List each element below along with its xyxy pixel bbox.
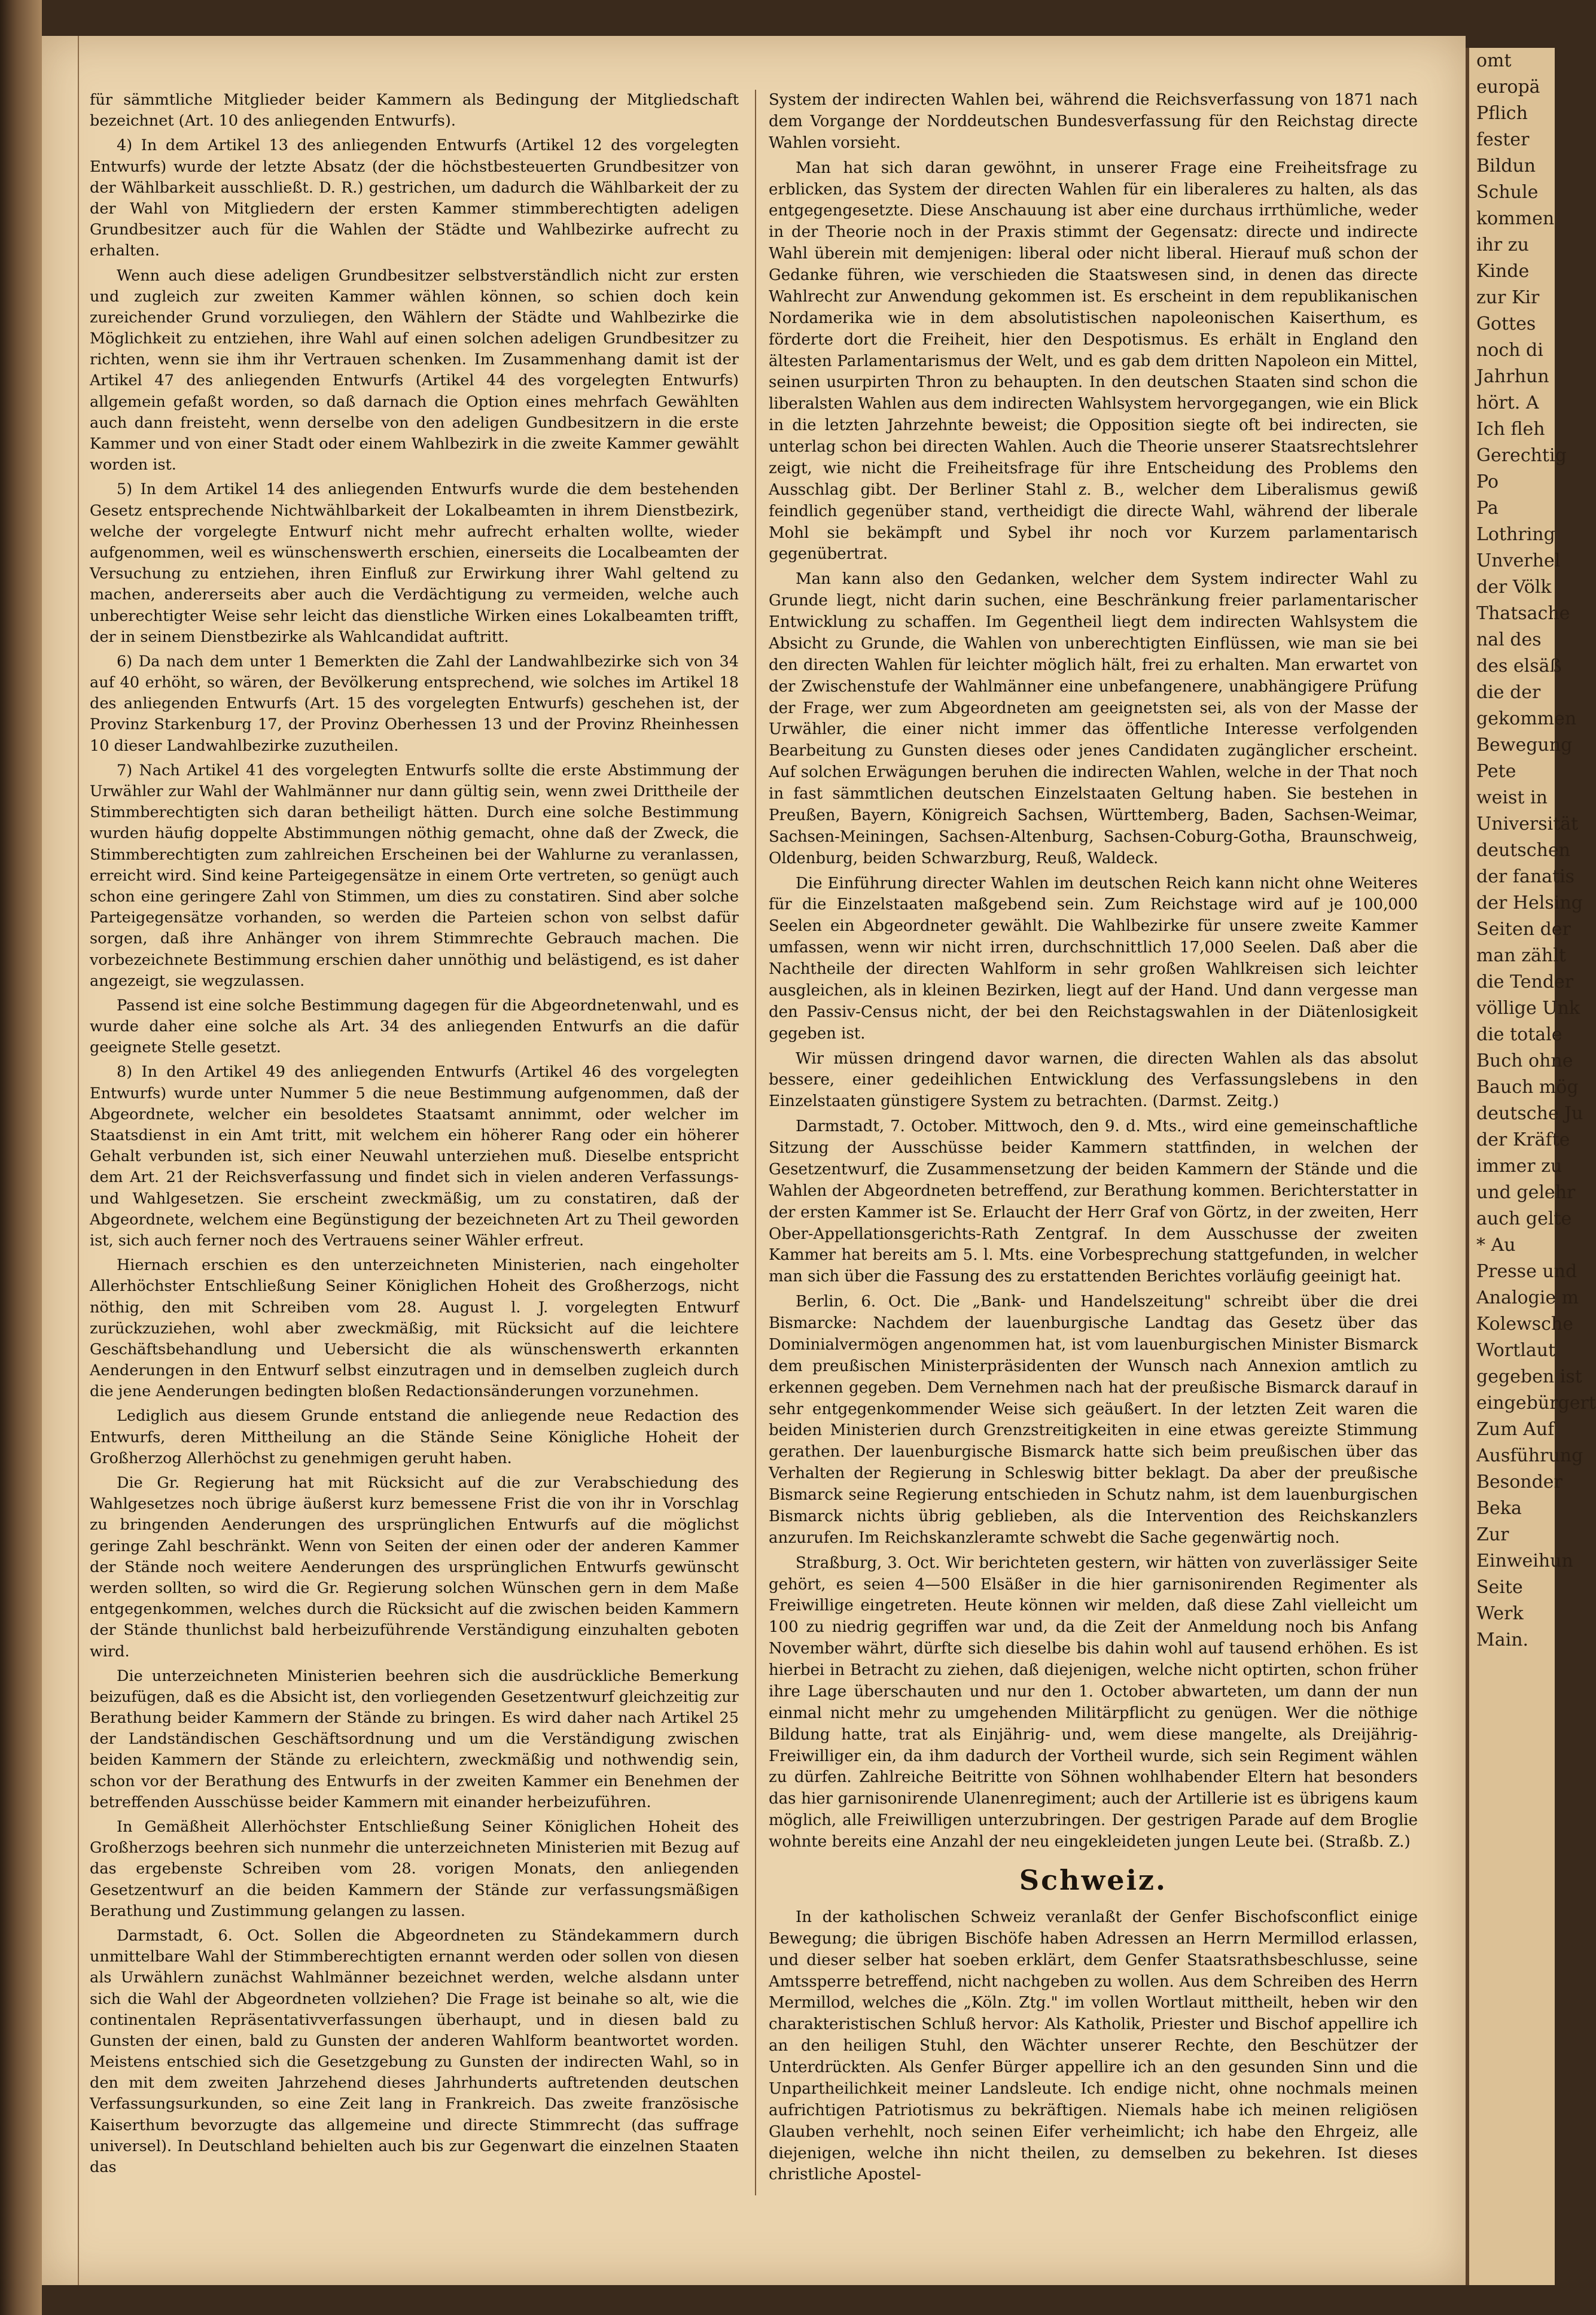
edge-text-fragment: Universität bbox=[1476, 814, 1579, 834]
edge-text-fragment: Beka bbox=[1476, 1498, 1522, 1519]
edge-text-fragment: * Au bbox=[1476, 1235, 1516, 1256]
edge-text-fragment: Schule bbox=[1476, 182, 1539, 203]
edge-text-fragment: Besonder bbox=[1476, 1472, 1563, 1492]
right-column-schweiz-articles bbox=[769, 1907, 1418, 2186]
edge-text-fragment: fester bbox=[1476, 129, 1530, 150]
paragraph: Straßburg, 3. Oct. Wir berichteten gestern, wir hätten von zuverlässiger Seite gehört, es seien 4—500 Elsäßer in die hier garnisonirenden Regimenter als Freiwillige eingetreten. Heute können wir melden, daß diese Zahl vielleicht um 100 zu niedrig gegriffen war und, da die Zeit der Anmeldung noch bis Anfang November währt, dürfte sich dieselbe bis dahin wohl auf tausend erhöhen. Es ist hierbei in Betracht zu ziehen, daß diejenigen, welche nicht optirten, schon früher ihre Lage überschauten und nur den 1. October abwarteten, um dann der nun einmal nicht mehr zu umgehenden Militärpflicht zu genügen. Wer die nöthige Bildung hatte, trat als Einjährig- und, wem diese mangelte, als Dreijährig-Freiwilliger ein, da ihm dadurch der Vortheil wurde, sich sein Regiment wählen zu dürfen. Zahlreiche Beitritte von Söhnen wohlhabender Eltern hat besonders das hier garnisonirende Ulanenregiment; auch der Artillerie ist es übrigens kaum möglich, alle Freiwilligen unterzubringen. Der gestrigen Parade auf dem Broglie wohnte bereits eine Anzahl der neu eingekleideten jungen Leute bei. (Straßb. Z.) bbox=[769, 1554, 1418, 1851]
paragraph: System der indirecten Wahlen bei, während die Reichsverfassung von 1871 nach dem Vorgange der Norddeutschen Bundesverfassung für den Reichstag directe Wahlen vorsieht. bbox=[769, 91, 1418, 152]
left-column bbox=[90, 90, 739, 2182]
next-page-edge bbox=[1466, 48, 1596, 2285]
edge-text-fragment: immer zu bbox=[1476, 1156, 1563, 1177]
edge-text-fragment: nal des bbox=[1476, 629, 1542, 650]
paragraph: Man hat sich daran gewöhnt, in unserer Frage eine Freiheitsfrage zu erblicken, das System der directen Wahlen für ein liberaleres zu halten, als das entgegengesetzte. Diese Anschauung ist aber eine durchaus irrthümliche, weder in der Theorie noch in der Praxis stimmt der Gegensatz: directe und indirecte Wahl überein mit demjenigen: liberal oder nicht liberal. Hierauf muß schon der Gedanke führen, wie verschieden die Staatswesen sind, in denen das directe Wahlrecht zur Anwendung gekommen ist. Es erscheint in dem republikanischen Nordamerika wie in dem absolutistischen napoleonischen Kaiserthum, es förderte dort die Freiheit, hier den Despotismus. Es erhält in England den ältesten Parlamentarismus der Welt, und es gab dem dritten Napoleon ein Mittel, seinen usurpirten Thron zu behaupten. In den deutschen Staaten sind schon die liberalsten Wahlen aus dem indirecten Wahlsystem hervorgegangen, wie ein Blick in die letzten Jahrzehnte beweist; die Opposition siegte oft bei indirecten, sie unterlag schon bei directen Wahlen. Auch die Theorie unserer Staatsrechtslehrer zeigt, wie nicht die Freiheitsfrage für ihre Entscheidung des Problems den Ausschlag gibt. Der Berliner Stahl z. B., welcher dem Liberalismus gewiß feindlich gegenüber stand, vertheidigt die directe Wahl, während der liberale Mohl sie bekämpft und Sybel ihr noch vor Kurzem parlamentarisch gegenübertrat. bbox=[769, 159, 1418, 563]
right-column bbox=[769, 90, 1418, 2189]
edge-text-fragment: Pflich bbox=[1476, 103, 1528, 124]
edge-text-fragment: Ich fleh bbox=[1476, 419, 1545, 440]
edge-text-fragment: Lothring bbox=[1476, 524, 1555, 545]
edge-text-fragment: die Tender bbox=[1476, 971, 1574, 992]
edge-text-fragment: zur Kir bbox=[1476, 287, 1540, 308]
edge-text-fragment: europä bbox=[1476, 77, 1540, 98]
edge-text-fragment: der Helsing bbox=[1476, 893, 1583, 913]
previous-page-edge bbox=[42, 36, 79, 2285]
paragraph: Wenn auch diese adeligen Grundbesitzer selbstverständlich nicht zur ersten und zugleich zur zweiten Kammer wählen können, so schien doch kein zureichender Grund vorzuliegen, den Wählern der Städte und Wahlbezirke die Möglichkeit zu entziehen, ihre Wahl auf einen solchen adeligen Grundbesitzer zu richten, wenn sie ihm ihr Vertrauen schenken. Im Zusammenhang damit ist der Artikel 47 des anliegenden Entwurfs (Artikel 44 des vorgelegten Entwurfs) allgemein gefaßt worden, so daß darnach die Option eines mehrfach Gewählten auch dann freisteht, wenn derselbe von den adeligen Gundbesitzern in die erste Kammer und von einer Stadt oder einem Wahlbezirk in die zweite Kammer gewählt worden ist. bbox=[90, 266, 739, 474]
edge-text-fragment: Wortlaut bbox=[1476, 1340, 1556, 1361]
edge-text-fragment: noch di bbox=[1476, 340, 1543, 361]
paragraph: Passend ist eine solche Bestimmung dagegen für die Abgeordnetenwahl, und es wurde daher eine solche als Art. 34 des anliegenden Entwurfs an die dafür geeignete Stelle gesetzt. bbox=[90, 996, 739, 1057]
section-heading-schweiz: Schweiz. bbox=[1019, 1863, 1168, 1896]
edge-text-fragment: Bewegung bbox=[1476, 735, 1573, 756]
paragraph: Man kann also den Gedanken, welcher dem System indirecter Wahl zu Grunde liegt, nicht darin suchen, eine Beschränkung freier parlamentarischer Entwicklung zu schaffen. Im Gegentheil liegt dem indirecten Wahlsystem die Absicht zu Grunde, die Wahlen von unberechtigten Einflüssen, wie man sie bei den directen Wahlen für leichter möglich hält, frei zu erhalten. Man erwartet von der Zwischenstufe der Wahlmänner eine unbefangenere, unabhängigere Prüfung der Frage, wer zum Abgeordneten am geeignetsten sei, als von der Masse der Urwähler, die einer nicht immer das öffentliche Interesse verfolgenden Bearbeitung zu Gunsten dieses oder jenes Candidaten zugänglicher erscheint. Auf solchen Erwägungen beruhen die indirecten Wahlen, welche in der That noch in fast sämmtlichen deutschen Einzelstaaten Geltung haben. Sie bestehen in Preußen, Bayern, Königreich Sachsen, Württemberg, Baden, Sachsen-Weimar, Sachsen-Meiningen, Sachsen-Altenburg, Sachsen-Coburg-Gotha, Braunschweig, Oldenburg, beiden Schwarzburg, Reuß, Waldeck. bbox=[769, 570, 1418, 867]
edge-text-fragment: weist in bbox=[1476, 787, 1548, 808]
edge-text-fragment: Gottes bbox=[1476, 313, 1536, 334]
edge-text-fragment: der Kräfte bbox=[1476, 1129, 1570, 1150]
edge-text-fragment: Werk bbox=[1476, 1603, 1524, 1624]
edge-text-fragment: gekommen bbox=[1476, 708, 1577, 729]
edge-text-fragment: man zählt bbox=[1476, 945, 1566, 966]
paragraph: Die unterzeichneten Ministerien beehren sich die ausdrückliche Bemerkung beizufügen, daß es die Absicht ist, den vorliegenden Gesetzentwurf gleichzeitig zur Berathung beider Kammern der Stände zu bringen. Es wird daher nach Artikel 25 der Landständischen Geschäftsordnung und um die Verständigung zwischen beiden Kammern der Stände zu erleichtern, zweckmäßig und nothwendig sein, schon vor der Berathung des Entwurfs in der zweiten Kammer ein Benehmen der betreffenden Ausschüsse beider Kammern mit einander herbeizuführen. bbox=[90, 1667, 739, 1811]
paragraph: Die Einführung directer Wahlen im deutschen Reich kann nicht ohne Weiteres für die Einzelstaaten maßgebend sein. Zum Reichstage wird auf je 100,000 Seelen ein Abgeordneter gewählt. Die Wahlbezirke für unsere zweite Kammer umfassen, wenn wir nicht irren, durchschnittlich 17,000 Seelen. Daß aber die Nachtheile der directen Wahlform in sehr großen Wahlkreisen sich leichter ausgleichen, als in kleinen Bezirken, liegt auf der Hand. Und dann vergesse man den Passiv-Census nicht, der bei den Reichstagswahlen in der Diätenlosigkeit gegeben ist. bbox=[769, 874, 1418, 1043]
edge-text-fragment: Ausführung bbox=[1476, 1445, 1583, 1466]
paragraph: In Gemäßheit Allerhöchster Entschließung Seiner Königlichen Hoheit des Großherzogs beehren sich nunmehr die unterzeichneten Ministerien mit Bezug auf das ergebenste Schreiben vom 28. vorigen Monats, den anliegenden Gesetzentwurf an die beiden Kammern der Stände zur verfassungsmäßigen Berathung und Zustimmung gelangen zu lassen. bbox=[90, 1818, 739, 1920]
edge-text-fragment: Buch ohne bbox=[1476, 1050, 1573, 1071]
paragraph: 4) In dem Artikel 13 des anliegenden Entwurfs (Artikel 12 des vorgelegten Entwurfs) wurde der letzte Absatz (der die höchstbesteuerten Grundbesitzer von der Wählbarkeit ausschließt. D. R.) gestrichen, um dadurch die Wählbarkeit der zu der Wahl von Mitgliedern der ersten Kammer stimmberechtigten adeligen Grundbesitzer auch für die Wahlen der Städte und Wahlbezirke aufrecht zu erhalten. bbox=[90, 136, 739, 260]
edge-text-fragment: gegeben ist bbox=[1476, 1366, 1582, 1387]
edge-text-fragment: Einweihun bbox=[1476, 1551, 1573, 1571]
edge-text-fragment: Pete bbox=[1476, 761, 1516, 782]
edge-text-fragment: eingebürgert bbox=[1476, 1393, 1596, 1414]
edge-text-fragment: Jahrhun bbox=[1476, 366, 1549, 387]
edge-text-fragment: Unverhel bbox=[1476, 550, 1561, 571]
paragraph: 5) In dem Artikel 14 des anliegenden Entwurfs wurde die dem bestehenden Gesetz entsprechende Nichtwählbarkeit der Lokalbeamten in ihrem Dienstbezirk, welche der vorgelegte Entwurf nicht mehr aufrecht erhalten wollte, wieder aufgenommen, weil es wünschenswerth erschien, einerseits die Localbeamten der Versuchung zu entziehen, ihren Einfluß zur Erwirkung ihrer Wahl geltend zu machen, andererseits aber auch die Verdächtigung zu vermeiden, welche auch unberechtigter Weise sehr leicht das dienstliche Wirken eines Lokalbeamten trifft, der in seinem Dienstbezirke als Wahlcandidat auftritt. bbox=[90, 480, 739, 646]
paragraph: 8) In den Artikel 49 des anliegenden Entwurfs (Artikel 46 des vorgelegten Entwurfs) wurde unter Nummer 5 die neue Bestimmung aufgenommen, daß der Abgeordnete, welcher ein besoldetes Staatsamt annimmt, oder welcher im Staatsdienst in ein Amt tritt, mit welchem ein höherer Rang oder ein höherer Gehalt verbunden ist, sich einer Neuwahl unterziehen muß. Dieselbe entspricht dem Art. 21 der Reichsverfassung und findet sich in vielen anderen Verfassungs- und Wahlgesetzen. Sie erscheint zweckmäßig, um zu constatiren, daß der Abgeordnete, welchem eine Begünstigung der bezeichneten Art zu Theil geworden ist, sich auch ferner noch des Vertrauens seiner Wähler erfreut. bbox=[90, 1063, 739, 1250]
edge-text-fragment: Kolewsche bbox=[1476, 1314, 1573, 1335]
paragraph: In der katholischen Schweiz veranlaßt der Genfer Bischofsconflict einige Bewegung; die übrigen Bischöfe haben Adressen an Herrn Mermillod erlassen, und dieser selber hat soeben erklärt, dem Genfer Staatsrathsbeschlusse, seine Amtssperre betreffend, nicht nachgeben zu wollen. Aus dem Schreiben des Herrn Mermillod, welches die „Köln. Ztg." im vollen Wortlaut mittheilt, heben wir den charakteristischen Schluß hervor: Als Katholik, Priester und Bischof appellire ich an den heiligen Stuhl, den Wächter unserer Rechte, den Beschützer der Unterdrückten. Als Genfer Bürger appellire ich an den gesunden Sinn und die Unpartheilichkeit meiner Landsleute. Ich endige nicht, ohne nochmals meinen aufrichtigen Patriotismus zu bekräftigen. Niemals habe ich meinen religiösen Glauben verhehlt, noch seinen Eifer verheimlicht; ich habe den Ehrgeiz, alle diejenigen, welche ihn nicht theilen, zu demselben zu bekehren. Ist dieses christliche Apostel- bbox=[769, 1908, 1418, 2184]
edge-text-fragment: Analogie m bbox=[1476, 1287, 1579, 1308]
edge-text-fragment: kommen bbox=[1476, 208, 1555, 229]
paragraph: Darmstadt, 6. Oct. Sollen die Abgeordneten zu Ständekammern durch unmittelbare Wahl der Stimmberechtigten ernannt werden oder sollen von diesen als Urwählern zunächst Wahlmänner bezeichnet werden, welche alsdann unter sich die Wahl der Abgeordneten vollziehen? Die Frage ist beinahe so alt, wie die continentalen Repräsentativverfassungen überhaupt, und in diesen bald zu Gunsten der einen, bald zu Gunsten der anderen Wahlform beantwortet worden. Meistens entschied sich die Gesetzgebung zu Gunsten der indirecten Wahl, so in den mit dem zweiten Jahrzehend dieses Jahrhunderts auftretenden deutschen Verfassungsurkunden, so eine Zeit lang in Frankreich. Das zweite französische Kaiserthum bevorzugte das allgemeine und directe Stimmrecht (das suffrage universel). In Deutschland behielten auch bis zur Gegenwart die einzelnen Staaten das bbox=[90, 1926, 739, 2176]
edge-text-fragment: Kinde bbox=[1476, 261, 1530, 282]
edge-text-fragment: der Völk bbox=[1476, 577, 1552, 598]
paragraph: Wir müssen dringend davor warnen, die directen Wahlen als das absolut bessere, einer gedeihlichen Entwicklung des Verfassungslebens in den Einzelstaaten günstigere System zu betrachten. (Darmst. Zeitg.) bbox=[769, 1049, 1418, 1111]
paragraph: für sämmtliche Mitglieder beider Kammern als Bedingung der Mitgliedschaft bezeichnet (Art. 10 des anliegenden Entwurfs). bbox=[90, 91, 739, 130]
edge-text-fragment: des elsäß bbox=[1476, 656, 1562, 677]
paragraph: Hiernach erschien es den unterzeichneten Ministerien, nach eingeholter Allerhöchster Entschließung Seiner Königlichen Hoheit des Großherzogs, nicht nöthig, den mit Schreiben vom 28. August l. J. vorgelegten Entwurf zurückzuziehen, wohl aber zweckmäßig, mit Rücksicht auf die leichtere Geschäftsbehandlung und Uebersicht die als wünschenswerth erkannten Aenderungen in den Entwurf selbst einzutragen und in demselben zugleich durch die jene Aenderungen bedingten bloßen Redactionsänderungen vorzunehmen. bbox=[90, 1256, 739, 1401]
edge-text-fragment: Thatsache bbox=[1476, 603, 1570, 624]
edge-text-fragment: der fanatis bbox=[1476, 866, 1575, 887]
column-divider bbox=[755, 90, 756, 2195]
edge-text-fragment: Bildun bbox=[1476, 156, 1536, 176]
paragraph: Darmstadt, 7. October. Mittwoch, den 9. d. Mts., wird eine gemeinschaftliche Sitzung der Ausschüsse beider Kammern stattfinden, in welchen der Gesetzentwurf, die Zusammensetzung der beiden Kammern der Stände und die Wahlen der Abgeordneten betreffend, zur Berathung kommen. Berichterstatter in der ersten Kammer ist Se. Erlaucht der Herr Graf von Görtz, in der zweiten, Herr Ober-Appellationsgerichts-Rath Zentgraf. In dem Ausschusse der zweiten Kammer hat bereits am 5. l. Mts. eine Vorbesprechung stattgefunden, in welcher man sich über die Fassung des zu erstattenden Berichtes vorläufig geeinigt hat. bbox=[769, 1117, 1418, 1286]
edge-text-fragment: Seite bbox=[1476, 1577, 1523, 1598]
edge-text-fragment: die totale bbox=[1476, 1024, 1563, 1045]
edge-text-fragment: völlige Unk bbox=[1476, 998, 1580, 1019]
edge-text-fragment: auch gelte bbox=[1476, 1208, 1572, 1229]
edge-text-fragment: Bauch mög bbox=[1476, 1077, 1579, 1098]
edge-text-fragment: Zur bbox=[1476, 1524, 1509, 1545]
paragraph: 6) Da nach dem unter 1 Bemerkten die Zahl der Landwahlbezirke sich von 34 auf 40 erhöht, so wären, der Bevölkerung entsprechend, wie solches im Artikel 18 des anliegenden Entwurfs (Art. 15 des vorgelegten Entwurfs) geschehen ist, der Provinz Starkenburg 17, der Provinz Oberhessen 13 und der Provinz Rheinhessen 10 dieser Landwahlbezirke zuzutheilen. bbox=[90, 652, 739, 755]
book-binding-left bbox=[0, 0, 42, 2315]
edge-text-fragment: Main. bbox=[1476, 1629, 1529, 1650]
edge-text-fragment: deutsche Ju bbox=[1476, 1103, 1583, 1124]
edge-text-fragment: Seiten der bbox=[1476, 919, 1571, 940]
paragraph: Berlin, 6. Oct. Die „Bank- und Handelszeitung" schreibt über die drei Bismarcke: Nachdem der lauenburgische Landtag das Gesetz über das Dominialvermögen angenommen hat, ist vom lauenburgischen Minister Bismarck dem preußischen Ministerpräsidenten der Wunsch nach Annexion amtlich zu erkennen gegeben. Dem Vernehmen nach hat der preußische Bismarck darauf in sehr entgegenkommender Weise sich geäußert. In der letzten Zeit waren die beiden Ministerien durch Grenzstreitigkeiten in eine etwas gereizte Stimmung gerathen. Der lauenburgische Bismarck hatte sich beim preußischen über das Verhalten der Regierung in Schleswig bitter beklagt. Da aber der preußische Bismarck seine Regierung entschieden in Schutz nahm, ist dem lauenburgischen Bismarck nichts übrig geblieben, als die Intervention des Reichskanzlers anzurufen. Im Reichskanzleramte schwebt die Sache gegenwärtig noch. bbox=[769, 1293, 1418, 1547]
paragraph: 7) Nach Artikel 41 des vorgelegten Entwurfs sollte die erste Abstimmung der Urwähler zur Wahl der Wahlmänner nur dann gültig sein, wenn zwei Drittheile der Stimmberechtigten sich daran betheiligt hätten. Durch eine solche Bestimmung wurden häufig doppelte Abstimmungen nöthig gemacht, ohne daß der Zweck, die Stimmberechtigten zum zahlreichen Erscheinen bei der Wahlurne zu veranlassen, erreicht wird. Sind keine Parteigegensätze in einem Orte vertreten, so genügt auch schon eine geringere Zahl von Stimmen, um dies zu constatiren. Sind aber solche Parteigegensätze vorhanden, so werden die Parteien schon von selbst dafür sorgen, daß ihre Anhänger von ihrem Stimmrechte Gebrauch machen. Die vorbezeichnete Bestimmung erschien daher unnöthig und belästigend, es ist daher angezeigt, sie wegzulassen. bbox=[90, 761, 739, 990]
edge-text-fragment: die der bbox=[1476, 682, 1541, 703]
paragraph: Die Gr. Regierung hat mit Rücksicht auf die zur Verabschiedung des Wahlgesetzes noch übrige äußerst kurz bemessene Frist die von ihr in Vorschlag zu bringenden Aenderungen des ursprünglichen Entwurfs auf die möglichst geringe Zahl beschränkt. Wenn von Seiten der einen oder der anderen Kammer der Stände noch weitere Aenderungen des ursprünglichen Entwurfs gewünscht werden sollten, so wird die Gr. Regierung solchen Wünschen gern in dem Maße entgegenkommen, welches durch die Rücksicht auf die zwischen beiden Kammern der Stände thunlichst bald herbeizuführende Verständigung einzuhalten geboten wird. bbox=[90, 1474, 739, 1661]
edge-text-fragment: und gelehr bbox=[1476, 1182, 1576, 1203]
paragraph: Lediglich aus diesem Grunde entstand die anliegende neue Redaction des Entwurfs, deren Mittheilung an die Stände Seine Königliche Hoheit der Großherzog Allerhöchst zu genehmigen geruht haben. bbox=[90, 1407, 739, 1467]
edge-text-fragment: Presse und bbox=[1476, 1261, 1577, 1282]
edge-text-fragment: ihr zu bbox=[1476, 234, 1529, 255]
edge-text-fragment: Po bbox=[1476, 471, 1499, 492]
edge-text-fragment: Zum Auf bbox=[1476, 1419, 1555, 1440]
edge-text-fragment: hört. A bbox=[1476, 392, 1539, 413]
edge-text-fragment: deutschen bbox=[1476, 840, 1570, 861]
edge-text-fragment: Gerechtig bbox=[1476, 445, 1567, 466]
right-column-articles bbox=[769, 90, 1418, 1853]
edge-text-fragment: Pa bbox=[1476, 498, 1498, 519]
edge-text-fragment: omt bbox=[1476, 50, 1512, 71]
